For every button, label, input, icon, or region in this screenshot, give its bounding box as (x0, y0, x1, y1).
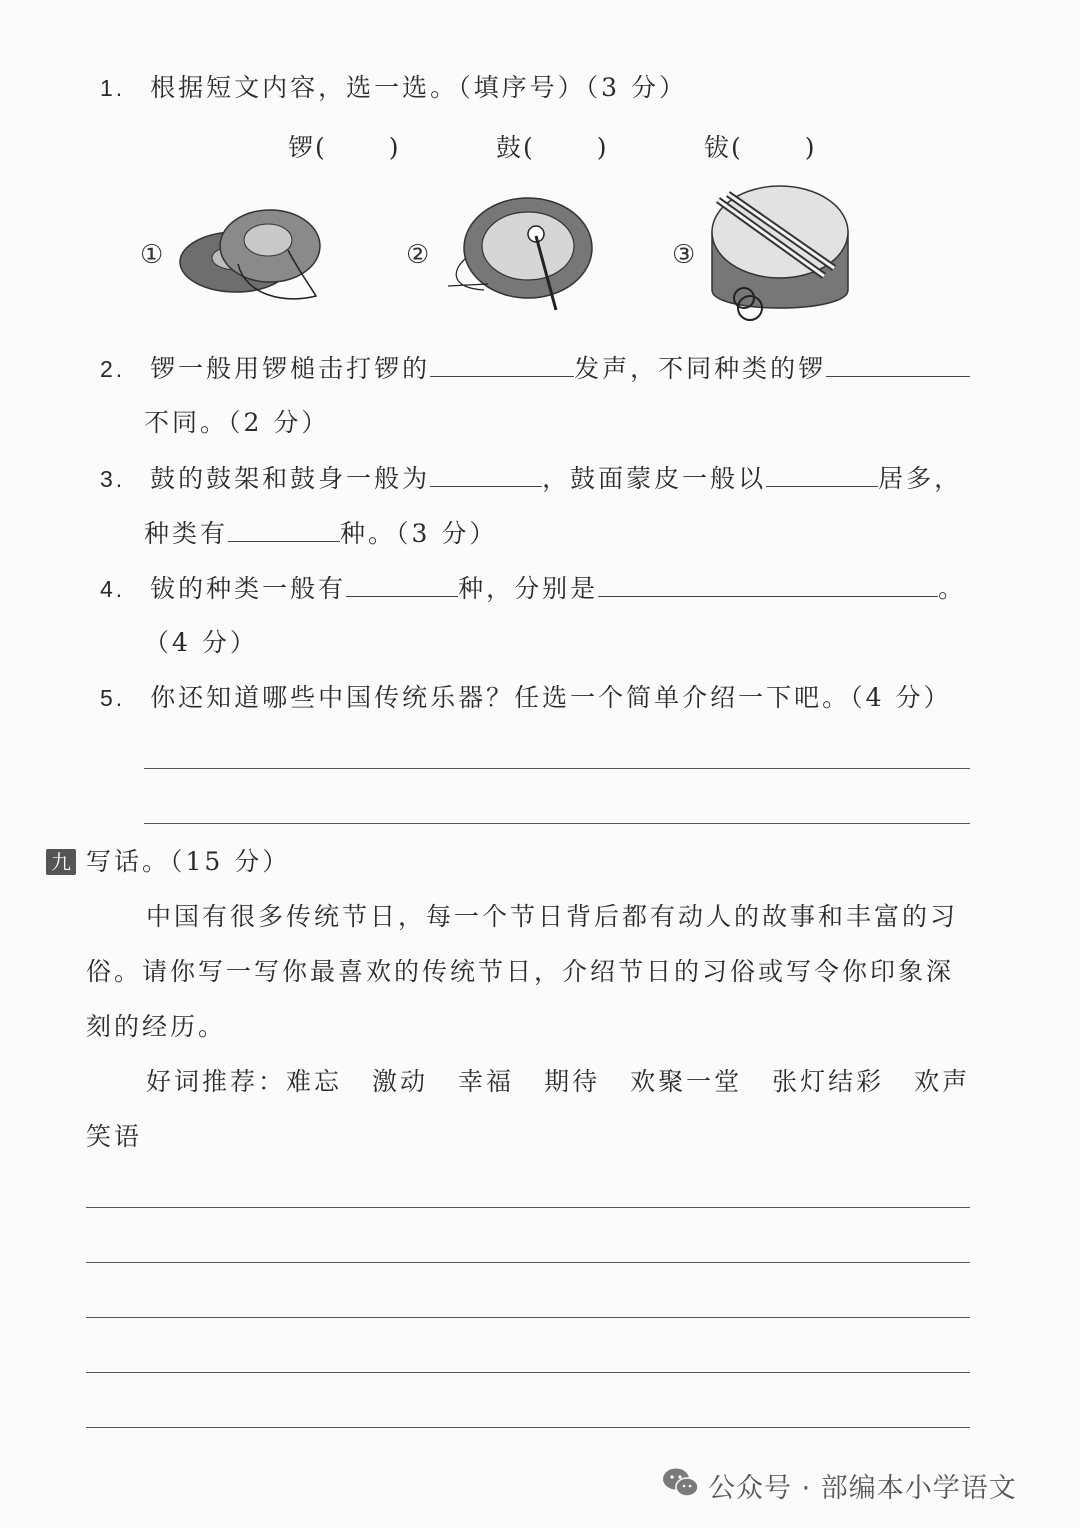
q4-text-2: 种，分别是 (458, 574, 599, 603)
word-item: 幸福 (458, 1067, 515, 1096)
q1-row (100, 72, 687, 104)
answer-blank[interactable] (228, 517, 340, 542)
gong-icon (444, 192, 604, 316)
writing-line[interactable] (86, 1372, 970, 1373)
q3-text-2: ，鼓面蒙皮一般以 (542, 464, 767, 493)
writing-line[interactable] (86, 1427, 970, 1428)
q2-text-2: 发声，不同种类的锣 (574, 354, 827, 383)
word-item: 笑语 (86, 1122, 143, 1151)
choice-label: 钹( (704, 133, 743, 162)
q4-row (100, 572, 966, 605)
q2-row (100, 352, 970, 385)
answer-blank[interactable] (430, 352, 574, 377)
section-badge: 九 (46, 849, 76, 875)
q5-row (100, 682, 952, 714)
q3-row (100, 462, 962, 495)
prompt-line-1: 中国有很多传统节日，每一个节日背后都有动人的故事和丰富的习 (146, 902, 959, 931)
writing-line[interactable] (86, 1317, 970, 1318)
word-bank (146, 1066, 970, 1098)
watermark-text: 公众号 · 部编本小学语文 (708, 1473, 1017, 1504)
answer-line[interactable] (144, 823, 970, 824)
choice-bo: 钹( ) (704, 133, 817, 162)
q2-text-1: 锣一般用锣槌击打锣的 (150, 354, 431, 383)
q4-text-1: 钹的种类一般有 (150, 574, 347, 603)
word-item: 欢声 (914, 1067, 971, 1096)
section-title: 写话。（15 分） (86, 847, 291, 876)
answer-blank[interactable] (346, 572, 458, 597)
q4-text-3: 。 (938, 574, 967, 603)
q3-number: 3. (100, 466, 126, 492)
wechat-icon (662, 1467, 700, 1499)
answer-line[interactable] (144, 768, 970, 769)
answer-blank[interactable] (430, 462, 542, 487)
q4-number: 4. (100, 576, 126, 602)
word-item: 欢聚一堂 (630, 1067, 743, 1096)
q3-text-5: 种。（3 分） (340, 519, 498, 548)
word-item: 张灯结彩 (772, 1067, 885, 1096)
drum-icon (706, 180, 866, 328)
word-bank-label: 好词推荐： (146, 1067, 287, 1096)
prompt-line-3: 刻的经历。 (86, 1012, 227, 1041)
word-item: 难忘 (286, 1067, 343, 1096)
prompt-line-2: 俗。请你写一写你最喜欢的传统节日，介绍节日的习俗或写令你印象深 (86, 957, 955, 986)
q3-text-1: 鼓的鼓架和鼓身一般为 (150, 464, 431, 493)
q1-text: 根据短文内容，选一选。（填序号）（3 分） (150, 73, 687, 102)
q2-number: 2. (100, 356, 126, 382)
picture-marker-1: ① (140, 240, 164, 270)
q3-text-3: 居多， (878, 464, 963, 493)
choice-gu: 鼓( ) (496, 133, 609, 162)
word-item: 期待 (544, 1067, 601, 1096)
q3-row-2 (144, 517, 497, 550)
choice-label: 鼓( (496, 133, 535, 162)
q5-text: 你还知道哪些中国传统乐器？任选一个简单介绍一下吧。（4 分） (150, 683, 952, 712)
picture-marker-3: ③ (672, 240, 696, 270)
choice-luo: 锣( ) (288, 133, 401, 162)
q4-text-4: （4 分） (144, 628, 258, 657)
answer-blank[interactable] (826, 352, 970, 377)
q5-number: 5. (100, 685, 126, 711)
answer-blank[interactable] (598, 572, 938, 597)
writing-line[interactable] (86, 1262, 970, 1263)
answer-blank[interactable] (766, 462, 878, 487)
picture-marker-2: ② (406, 240, 430, 270)
q2-text-3: 不同。（2 分） (144, 408, 330, 437)
cymbals-icon (176, 200, 326, 310)
q1-number: 1. (100, 75, 126, 101)
writing-line[interactable] (86, 1207, 970, 1208)
q3-text-4: 种类有 (144, 519, 229, 548)
choice-label: 锣( (288, 133, 327, 162)
word-item: 激动 (372, 1067, 429, 1096)
